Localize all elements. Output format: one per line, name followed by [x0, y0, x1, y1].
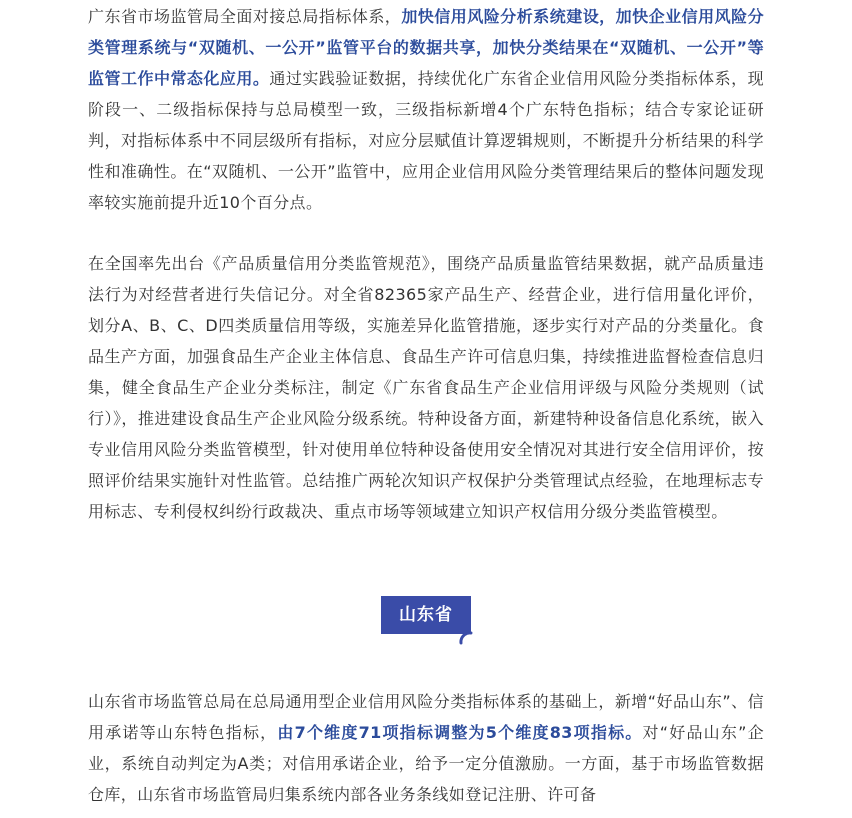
- text-segment: 山东省市场监管总局在总局通用型企业信用风险分类指标体系的基础上，新增“好品山东”、信用承诺等山东特色指标，: [88, 692, 764, 742]
- text-segment: 对“好品山东”企业，系统自动判定为A类；对信用承诺企业，给予一定分值激励。一方面，基于市场监管数据仓库，山东省市场监管局归集系统内部各业务条线如登记注册、许可备: [88, 723, 765, 804]
- highlight-segment: 由7个维度71项指标调整为5个维度83项指标。: [277, 723, 643, 742]
- section-badge-label: 山东省: [381, 596, 471, 634]
- paragraph-shandong: [88, 686, 764, 810]
- section-badge: [381, 596, 471, 636]
- arc-corner-icon: [459, 630, 473, 644]
- paragraph-product-quality: [88, 248, 764, 527]
- text-segment: 在全国率先出台《产品质量信用分类监管规范》，围绕产品质量监管结果数据，就产品质量违法行为对经营者进行失信记分。对全省82365家产品生产、经营企业，进行信用量化评价，划分A、B、C、D四类质量信用等级，实施差异化监管措施，逐步实行对产品的分类量化。食品生产方面，加强食品生产企业主体信息、食品生产许可信息归集，持续推进监督检查信息归集，健全食品生产企业分类标注，制定《广东省食品生产企业信用评级与风险分类规则（试行）》，推进建设食品生产企业风险分级系统。特种设备方面，新建特种设备信息化系统，嵌入专业信用风险分类监管模型，针对使用单位特种设备使用安全情况对其进行安全信用评价，按照评价结果实施针对性监管。总结推广两轮次知识产权保护分类管理试点经验，在地理标志专用标志、专利侵权纠纷行政裁决、重点市场等领域建立知识产权信用分级分类监管模型。: [88, 254, 764, 521]
- paragraph-guangdong: [88, 1, 764, 218]
- text-segment: 通过实践验证数据，持续优化广东省企业信用风险分类指标体系，现阶段一、二级指标保持与总局模型一致，三级指标新增4个广东特色指标；结合专家论证研判，对指标体系中不同层级所有指标，对应分层赋值计算逻辑规则，不断提升分析结果的科学性和准确性。在“双随机、一公开”监管中，应用企业信用风险分类管理结果后的整体问题发现率较实施前提升近10个百分点。: [88, 69, 764, 212]
- highlight-segment: 加快信用风险分析系统建设，加快企业信用风险分类管理系统与“双随机、一公开”监管平台的数据共享，加快分类结果在“双随机、一公开”等监管工作中常态化应用。: [88, 7, 764, 88]
- text-segment: 广东省市场监管局全面对接总局指标体系，: [88, 7, 402, 26]
